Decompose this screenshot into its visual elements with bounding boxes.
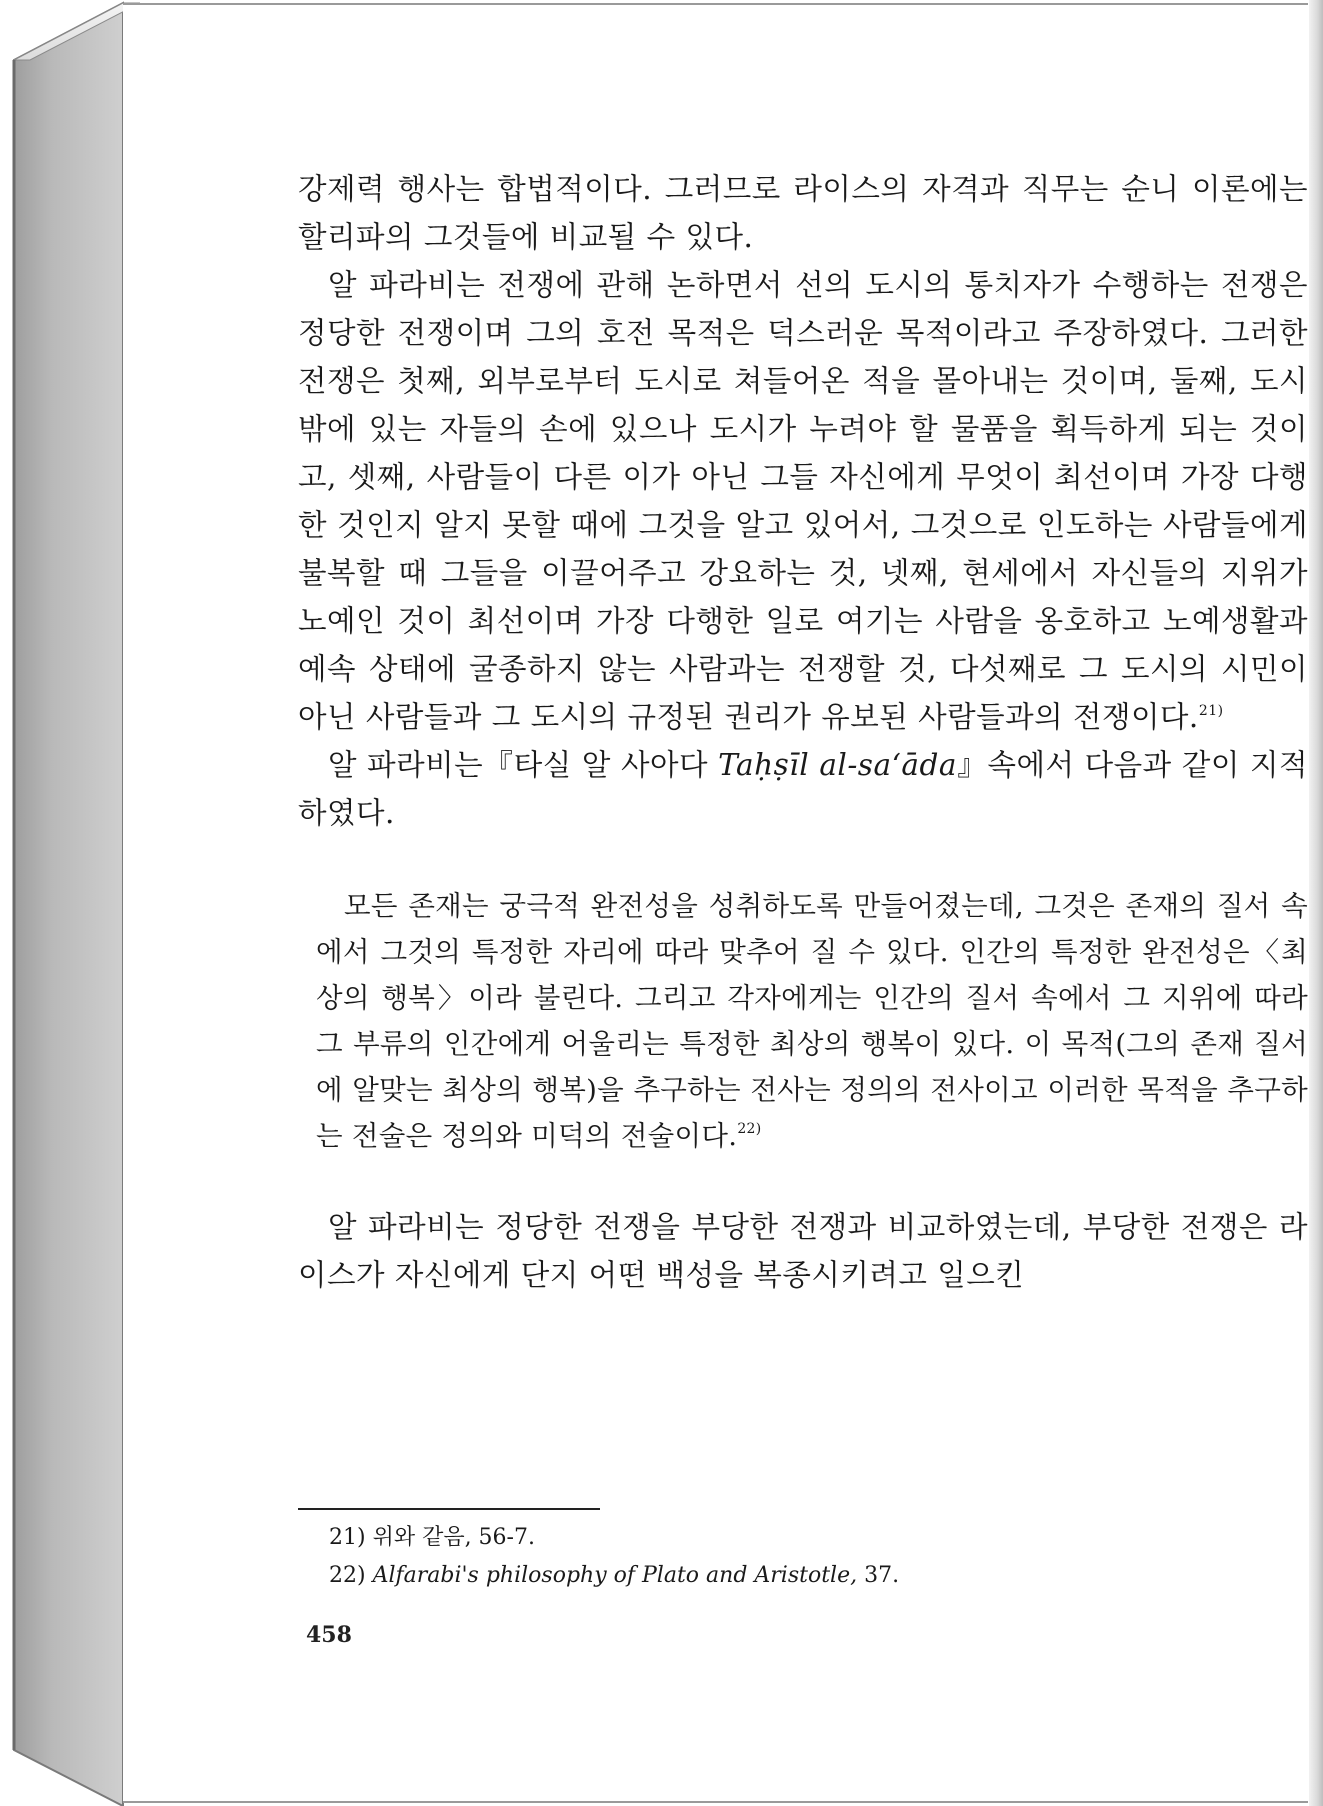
body-text (298, 165, 1308, 1299)
footnote-marker-21: 21) (1198, 703, 1224, 719)
footnote-22-page: 37. (857, 1563, 900, 1588)
footnote-22 (329, 1557, 899, 1595)
paragraph-3-text-after: 』속에서 다음과 같이 지적하였다. (298, 748, 1308, 830)
footnote-marker-22: 22) (737, 1121, 762, 1137)
page-right-shadow (1309, 0, 1323, 1806)
footnote-divider (298, 1508, 600, 1510)
paragraph-2 (298, 261, 1308, 741)
footnote-22-number: 22) (329, 1563, 373, 1588)
footnotes (329, 1519, 899, 1595)
book-edge-3d (0, 0, 140, 1806)
paragraph-4 (298, 1203, 1308, 1299)
paragraph-1 (298, 165, 1308, 261)
footnote-21: 21) 위와 같음, 56-7. (329, 1525, 535, 1550)
block-quote-text: 모든 존재는 궁극적 완전성을 성취하도록 만들어졌는데, 그것은 존재의 질서 속에서 그것의 특정한 자리에 따라 맞추어 질 수 있다. 인간의 특정한 완전성은〈최상의 행복〉이라 불린다. 그리고 각자에게는 인간의 질서 속에서 그 지위에 따라 그 부류의 인간에게 어울리는 특정한 최상의 행복이 있다. 이 목적(그의 존재 질서에 알맞는 최상의 행복)을 추구하는 전사는 정의의 전사이고 이러한 목적을 추구하는 전술은 정의와 미덕의 전술이다. (316, 890, 1308, 1152)
book-page (123, 3, 1308, 1803)
page-number: 458 (306, 1622, 352, 1648)
paragraph-2-text: 알 파라비는 전쟁에 관해 논하면서 선의 도시의 통치자가 수행하는 전쟁은 정당한 전쟁이며 그의 호전 목적은 덕스러운 목적이라고 주장하였다. 그러한 전쟁은 첫째, 외부로부터 도시로 쳐들어온 적을 몰아내는 것이며, 둘째, 도시 밖에 있는 자들의 손에 있으나 도시가 누려야 할 물품을 획득하게 되는 것이고, 셋째, 사람들이 다른 이가 아닌 그들 자신에게 무엇이 최선이며 가장 다행한 것인지 알지 못할 때에 그것을 알고 있어서, 그것으로 인도하는 사람들에게 불복할 때 그들을 이끌어주고 강요하는 것, 넷째, 현세에서 자신들의 지위가 노예인 것이 최선이며 가장 다행한 일로 여기는 사람을 옹호하고 노예생활과 예속 상태에 굴종하지 않는 사람과는 전쟁할 것, 다섯째로 그 도시의 시민이 아닌 사람들과 그 도시의 규정된 권리가 유보된 사람들과의 전쟁이다. (298, 268, 1308, 734)
paragraph-3 (298, 741, 1308, 837)
block-quote (316, 883, 1308, 1159)
footnote-22-title: Alfarabi's philosophy of Plato and Aristotle, (372, 1563, 858, 1588)
paragraph-1-text: 강제력 행사는 합법적이다. 그러므로 라이스의 자격과 직무는 순니 이론에는 할리파의 그것들에 비교될 수 있다. (298, 172, 1308, 254)
book-title-transliteration: Taḥṣīl al-sa‘āda (718, 748, 957, 782)
paragraph-3-text-before: 알 파라비는『타실 알 사아다 (328, 748, 719, 782)
paragraph-4-text: 알 파라비는 정당한 전쟁을 부당한 전쟁과 비교하였는데, 부당한 전쟁은 라이스가 자신에게 단지 어떤 백성을 복종시키려고 일으킨 (298, 1210, 1308, 1292)
